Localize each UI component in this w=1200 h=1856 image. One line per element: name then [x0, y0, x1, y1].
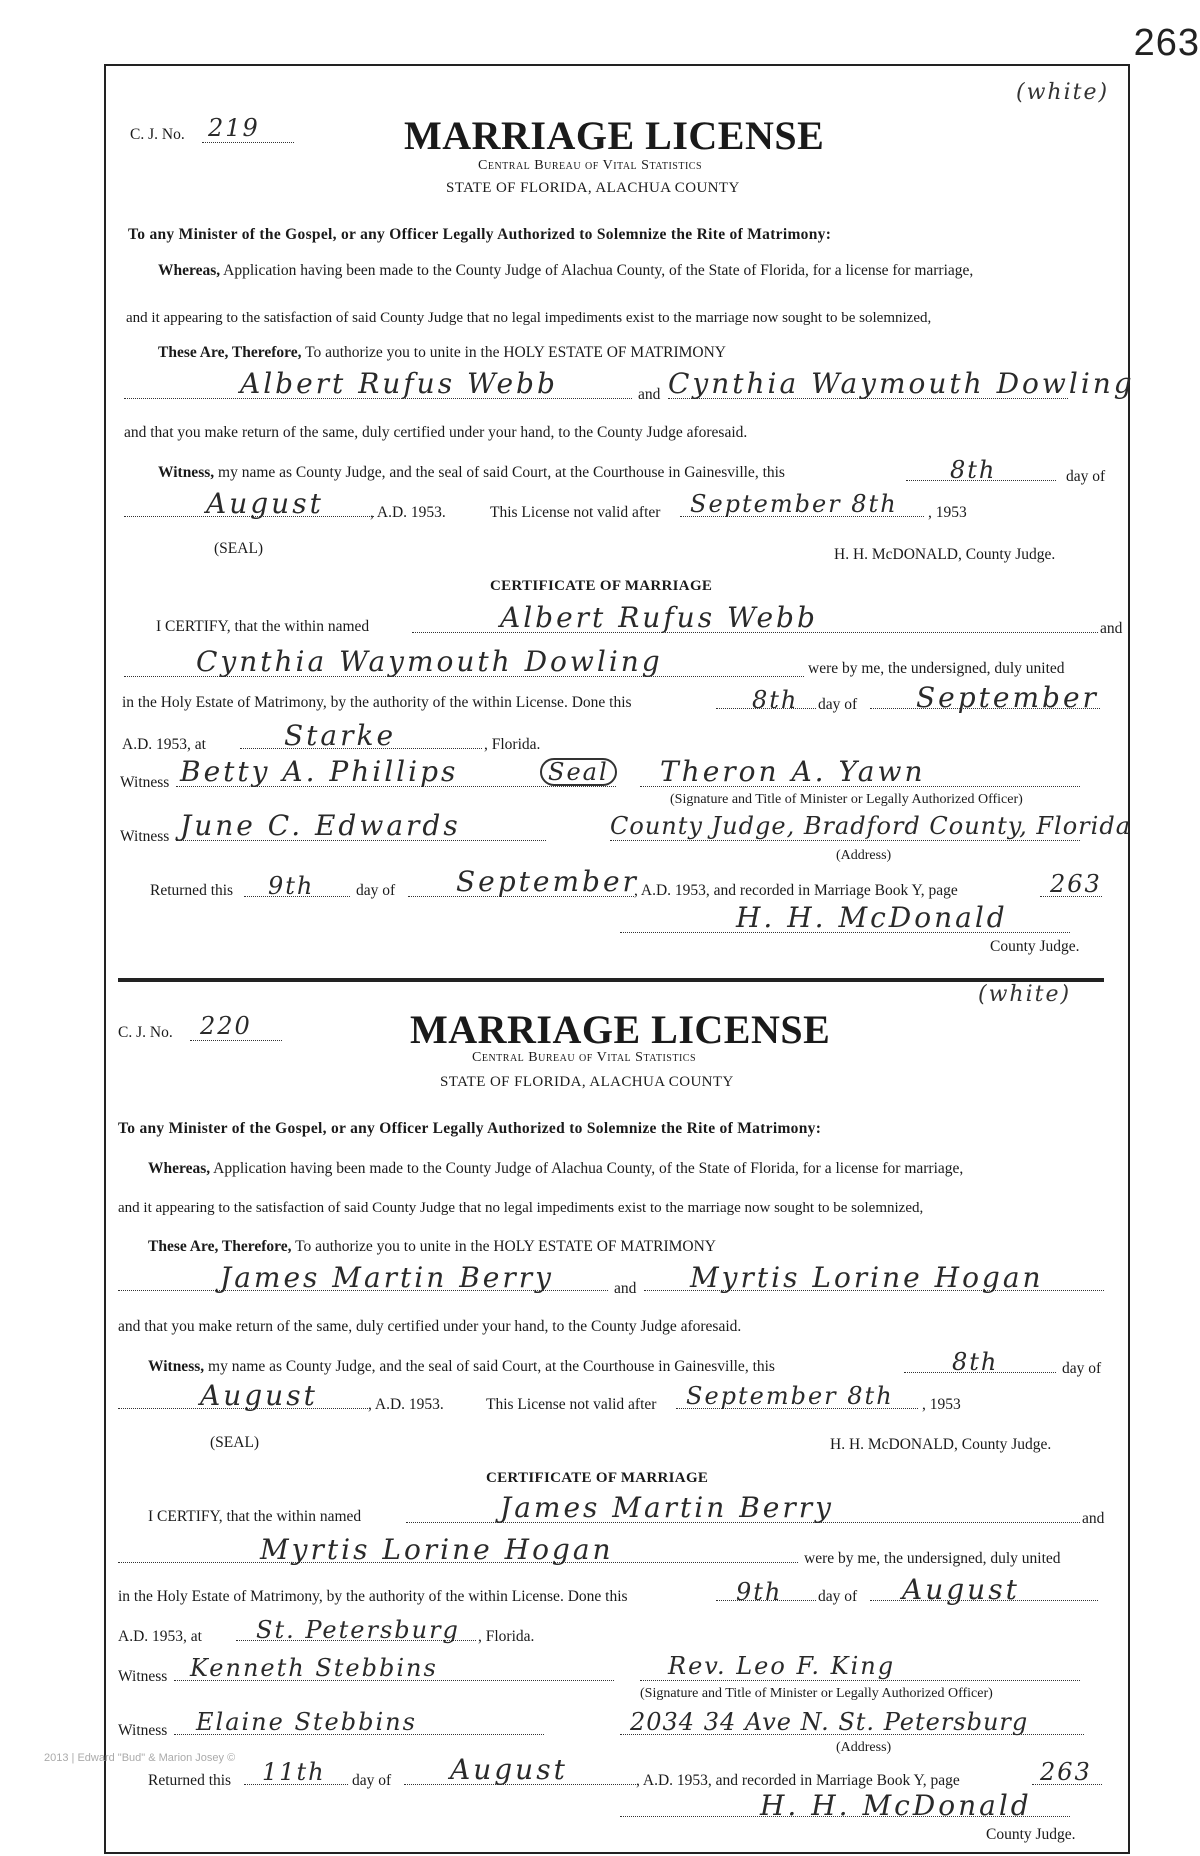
witness1-label: Witness: [118, 1668, 168, 1685]
cj-number: 219: [208, 114, 260, 142]
issuing-judge: H. H. McDONALD, County Judge.: [834, 546, 1056, 563]
license-title: MARRIAGE LICENSE: [410, 1007, 831, 1052]
return-line: and that you make return of the same, duly certified under your hand, to the County Judge aforesaid.: [124, 424, 748, 441]
witness-clause: Witness, my name as County Judge, and the seal of said Court, at the Courthouse in Gainesville, this: [148, 1358, 775, 1375]
and-word: and: [614, 1280, 637, 1297]
returned-month: August: [450, 1753, 568, 1786]
holy-estate-line: in the Holy Estate of Matrimony, by the authority of the within License. Done this: [122, 694, 632, 711]
returned-month: September: [456, 865, 639, 898]
return-line: and that you make return of the same, duly certified under your hand, to the County Judge aforesaid.: [118, 1318, 742, 1335]
florida-label: , Florida.: [478, 1628, 535, 1645]
not-valid-label: This License not valid after: [486, 1396, 657, 1413]
groom-name: Albert Rufus Webb: [240, 367, 558, 400]
returned-day-of: day of: [352, 1772, 392, 1789]
united-text: were by me, the undersigned, duly united: [808, 660, 1065, 677]
dotted-line: [190, 1040, 282, 1041]
certificate-title: CERTIFICATE OF MARRIAGE: [490, 578, 713, 594]
cj-label: C. J. No.: [130, 126, 185, 143]
returned-ad: , A.D. 1953, and recorded in Marriage Book Y, page: [634, 882, 958, 899]
certify-line: I CERTIFY, that the within named: [148, 1508, 362, 1525]
bride-name: Cynthia Waymouth Dowling: [668, 367, 1135, 400]
issue-month: August: [200, 1379, 318, 1412]
authorize-line: These Are, Therefore, To authorize you to unite in the HOLY ESTATE OF MATRIMONY: [158, 344, 727, 361]
page-number: 263: [1133, 22, 1200, 64]
groom-name: James Martin Berry: [220, 1261, 554, 1294]
day-of-label: day of: [1062, 1360, 1102, 1377]
witness2-label: Witness: [118, 1722, 168, 1739]
county-judge-label: County Judge.: [986, 1826, 1076, 1843]
done-day-of: day of: [818, 696, 858, 713]
expiry-year-label: , 1953: [928, 504, 967, 521]
section-divider: [118, 978, 1104, 982]
signature-caption: (Signature and Title of Minister or Legally Authorized Officer): [670, 792, 1023, 807]
and-word: and: [638, 386, 661, 403]
county-judge-label: County Judge.: [990, 938, 1080, 955]
book-page: 263: [1050, 870, 1102, 898]
signature-caption: (Signature and Title of Minister or Legally Authorized Officer): [640, 1686, 993, 1701]
done-day: 9th: [736, 1578, 783, 1606]
cert-groom-name: James Martin Berry: [500, 1491, 834, 1524]
certificate-title: CERTIFICATE OF MARRIAGE: [486, 1470, 709, 1486]
expiry-year-label: , 1953: [922, 1396, 961, 1413]
returned-ad: , A.D. 1953, and recorded in Marriage Book Y, page: [636, 1772, 960, 1789]
done-month: September: [916, 681, 1099, 714]
seal-mark: Seal: [540, 758, 617, 786]
united-text: were by me, the undersigned, duly united: [804, 1550, 1061, 1567]
done-day-of: day of: [818, 1588, 858, 1605]
florida-label: , Florida.: [484, 736, 541, 753]
witness1-name: Betty A. Phillips: [180, 755, 459, 788]
officiant-address: 2034 34 Ave N. St. Petersburg: [630, 1708, 1029, 1736]
holy-estate-line: in the Holy Estate of Matrimony, by the authority of the within License. Done this: [118, 1588, 628, 1605]
officiant-signature: Theron A. Yawn: [660, 755, 926, 788]
bride-name: Myrtis Lorine Hogan: [690, 1261, 1044, 1294]
expiry-date: September 8th: [686, 1382, 894, 1410]
bureau-name: Central Bureau of Vital Statistics: [478, 158, 703, 173]
returned-day: 9th: [268, 872, 315, 900]
dotted-line: [610, 840, 1080, 841]
cert-groom-name: Albert Rufus Webb: [500, 601, 818, 634]
done-day: 8th: [752, 686, 799, 714]
seal-label: (SEAL): [210, 1434, 260, 1451]
marriage-place: Starke: [284, 719, 397, 752]
issue-day: 8th: [952, 1348, 999, 1376]
officiant-address: County Judge, Bradford County, Florida: [610, 812, 1131, 840]
salutation: To any Minister of the Gospel, or any Officer Legally Authorized to Solemnize the Rite of Matrimony:: [128, 226, 832, 243]
copyright-watermark: 2013 | Edward "Bud" & Marion Josey ©: [44, 1752, 236, 1764]
returned-label: Returned this: [148, 1772, 232, 1789]
issuing-judge: H. H. McDONALD, County Judge.: [830, 1436, 1052, 1453]
witness-clause: Witness, my name as County Judge, and the seal of said Court, at the Courthouse in Gainesville, this: [158, 464, 785, 481]
witness2-name: June C. Edwards: [180, 809, 461, 842]
returned-day: 11th: [262, 1758, 326, 1786]
cj-label: C. J. No.: [118, 1024, 173, 1041]
cert-bride-name: Cynthia Waymouth Dowling: [196, 645, 663, 678]
issue-ad-label: , A.D. 1953.: [368, 1396, 444, 1413]
address-caption: (Address): [836, 848, 892, 863]
authorize-line: These Are, Therefore, To authorize you to unite in the HOLY ESTATE OF MATRIMONY: [148, 1238, 717, 1255]
whereas-line: Whereas, Application having been made to the County Judge of Alachua County, of the State of Florida, for a license for marriage,: [158, 262, 974, 279]
done-month: August: [902, 1573, 1020, 1606]
issue-month: August: [206, 487, 324, 520]
returned-day-of: day of: [356, 882, 396, 899]
witness2-name: Elaine Stebbins: [196, 1708, 417, 1736]
seal-label: (SEAL): [214, 540, 264, 557]
judge-signature: H. H. McDonald: [736, 901, 1008, 934]
officiant-signature: Rev. Leo F. King: [668, 1652, 896, 1680]
salutation: To any Minister of the Gospel, or any Officer Legally Authorized to Solemnize the Rite of Matrimony:: [118, 1120, 822, 1137]
witness1-label: Witness: [120, 774, 170, 791]
certify-line: I CERTIFY, that the within named: [156, 618, 370, 635]
judge-signature: H. H. McDonald: [760, 1789, 1032, 1822]
not-valid-label: This License not valid after: [490, 504, 661, 521]
issue-ad-label: , A.D. 1953.: [370, 504, 446, 521]
day-of-label: day of: [1066, 468, 1106, 485]
witness2-label: Witness: [120, 828, 170, 845]
done-ad-line: A.D. 1953, at: [122, 736, 206, 753]
state-county: STATE OF FLORIDA, ALACHUA COUNTY: [440, 1074, 734, 1090]
state-county: STATE OF FLORIDA, ALACHUA COUNTY: [446, 180, 740, 196]
appearing-line: and it appearing to the satisfaction of said County Judge that no legal impediments exist to the marriage now sought to be solemnized,: [126, 310, 932, 326]
race-annotation: (white): [1016, 80, 1110, 105]
issue-day: 8th: [950, 456, 997, 484]
returned-label: Returned this: [150, 882, 234, 899]
expiry-date: September 8th: [690, 490, 898, 518]
marriage-place: St. Petersburg: [256, 1616, 460, 1644]
witness1-name: Kenneth Stebbins: [190, 1654, 438, 1682]
cert-and: and: [1082, 1510, 1105, 1527]
whereas-line: Whereas, Application having been made to the County Judge of Alachua County, of the State of Florida, for a license for marriage,: [148, 1160, 964, 1177]
race-annotation: (white): [978, 982, 1072, 1007]
address-caption: (Address): [836, 1740, 892, 1755]
book-page: 263: [1040, 1758, 1092, 1786]
dotted-line: [202, 142, 294, 143]
appearing-line: and it appearing to the satisfaction of said County Judge that no legal impediments exist to the marriage now sought to be solemnized,: [118, 1200, 924, 1216]
license-title: MARRIAGE LICENSE: [404, 113, 825, 158]
cj-number: 220: [200, 1012, 252, 1040]
done-ad-line: A.D. 1953, at: [118, 1628, 202, 1645]
dotted-line: [640, 1680, 1080, 1681]
bureau-name: Central Bureau of Vital Statistics: [472, 1050, 697, 1065]
cert-bride-name: Myrtis Lorine Hogan: [260, 1533, 614, 1566]
cert-and: and: [1100, 620, 1123, 637]
